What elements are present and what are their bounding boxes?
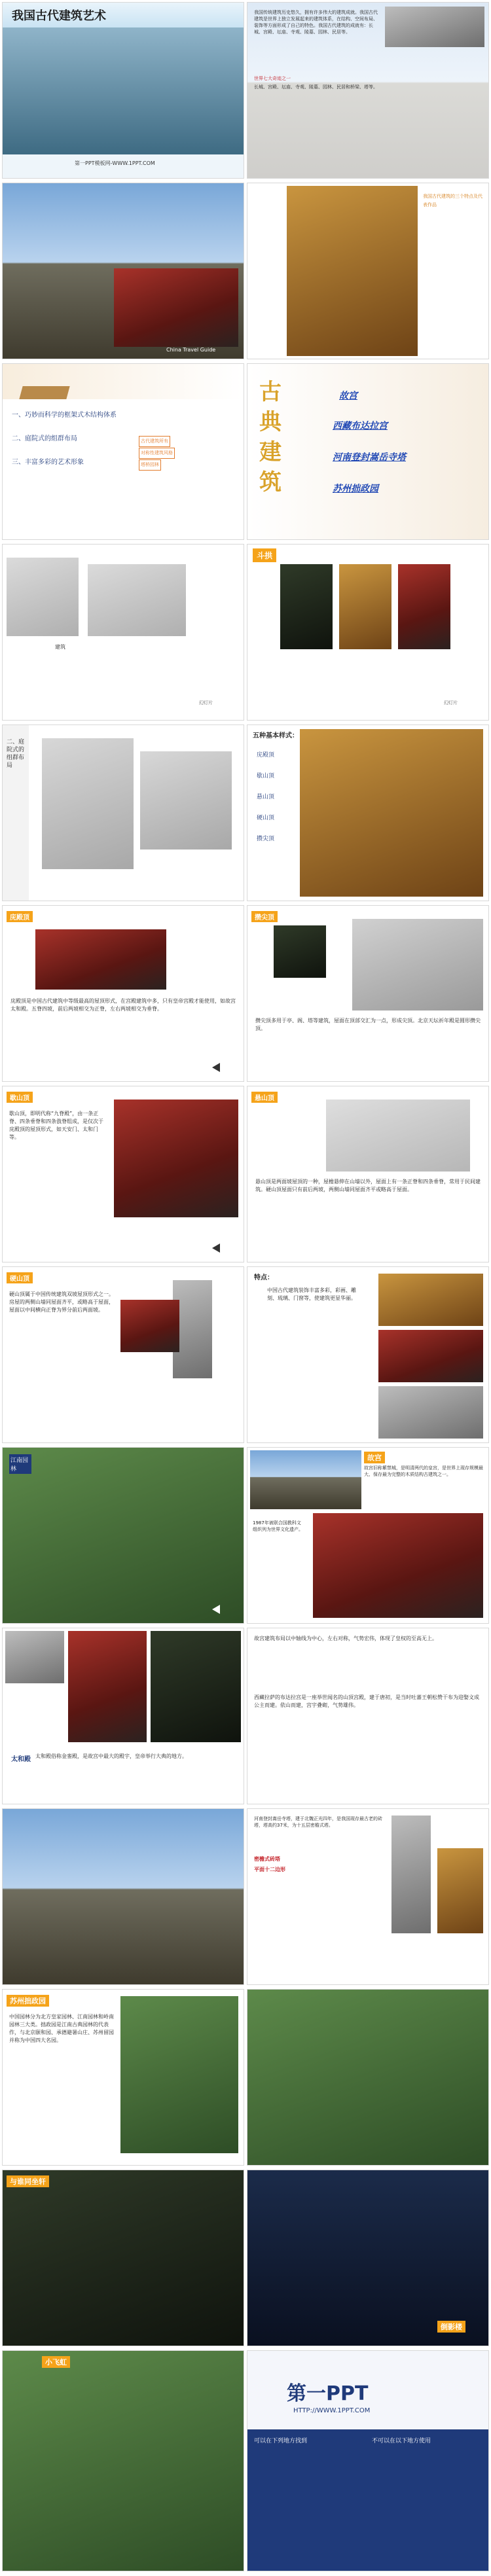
xuanshan-text: 悬山顶是两面坡屋顶的一种，屋檐悬伸在山墙以外，屋面上有一条正脊和四条垂脊，常用于民间建筑。硬山顶屋面只有前后两坡，两侧山墙同屋面齐平或略高于屋面。 [255,1179,481,1192]
slide-8[interactable] [3,1267,244,1442]
slide-7b[interactable] [247,1086,488,1262]
link-zhuozheng[interactable]: 苏州拙政园 [333,484,378,494]
structure-drawing-2 [88,564,186,636]
box-3: 塔桥园林 [139,459,161,471]
tag-forbidden-city: 故宫 [364,1452,385,1463]
bridge-photo [3,2351,244,2571]
box-2: 对称性建筑风格 [139,448,175,459]
great-wall-photo [385,7,484,47]
slide-9b[interactable] [247,1448,488,1623]
decor-photo-1 [378,1274,483,1326]
slide-11[interactable] [3,1809,244,1984]
songyue-highlight-2: 平面十二边形 [254,1867,285,1872]
zhuozheng-text: 中国园林分为北方皇家园林、江南园林和岭南园林三大类。拙政园是江南古典园林的代表作，与北京颐和园、承德避暑山庄、苏州留园并称为中国四大名园。 [9,2014,114,2043]
tag-yingshan: 硬山顶 [7,1272,33,1283]
caption-1: 建筑 [55,644,65,650]
sub-heading-2: 不可以在以下地方使用 [372,2438,431,2444]
unesco-caption: 1987年被联合国教科文组织列为世界文化遗产。 [253,1520,303,1532]
slide-4b[interactable] [247,545,488,720]
tag-hip-roof: 庑殿顶 [7,911,33,922]
reflection-photo [247,2170,488,2346]
slide-3b[interactable] [247,364,488,539]
pavilion-photo-1 [274,925,326,978]
tag-daoying: 倒影楼 [437,2321,465,2333]
hall-photo-1 [5,1631,64,1683]
xuanshan-drawing [326,1100,470,1172]
roof-type-2: 歇山顶 [257,773,275,779]
potala-photo [3,1809,244,1984]
yingshan-photo [120,1300,179,1352]
roof-type-3: 悬山顶 [257,794,275,800]
throne-photo [68,1631,147,1742]
highlight: 世界七大奇迹之一 [254,76,291,81]
dougong-photo-1 [280,564,333,649]
structure-drawing-1 [7,558,79,636]
footer-text: 第一PPT模板网-WWW.1PPT.COM [75,160,155,166]
songyue-pagoda-photo [391,1816,431,1933]
page-title: 我国古代建筑艺术 [12,9,106,23]
forbidden-city-aerial [250,1450,361,1509]
slide-14[interactable] [3,2351,244,2571]
slide-1[interactable] [3,3,244,178]
songyue-drawing [437,1848,483,1933]
slide-13b[interactable] [247,2170,488,2346]
roof-type-1: 庑殿顶 [257,752,275,759]
dougong-title: 斗拱 [253,548,276,562]
zhuozheng-photo [120,1996,238,2153]
layout-text: 故宫建筑布局以中轴线为中心，左右对称，气势宏伟，体现了皇权的至高无上。 [254,1636,437,1641]
forbidden-city-photo-2 [313,1513,483,1618]
slide-8b[interactable] [247,1267,488,1442]
photo-caption: China Travel Guide [166,347,216,353]
slide-11b[interactable] [247,1809,488,1984]
tag-xieshan: 歇山顶 [7,1092,33,1103]
lake-photo [3,27,244,156]
back-arrow-icon[interactable] [212,1605,220,1614]
wooden-pagoda-photo [287,186,418,356]
yingshan-text: 硬山顶属于中国传统建筑双坡屋顶形式之一。房屋的两侧山墙同屋面齐平，或略高于屋面，屋面以中间横向正脊为界分前后两面坡。 [9,1291,114,1313]
tag-yushui: 与谁同坐轩 [7,2175,49,2187]
slide-13[interactable] [3,2170,244,2346]
back-arrow-icon[interactable] [212,1243,220,1253]
page-label: 幻灯片 [444,700,458,706]
decor-photo-3 [378,1386,483,1439]
taihe-text: 太和殿俗称金銮殿，是故宫中最大的殿宇，皇帝举行大典的地方。 [35,1753,187,1759]
tag-zhuozheng: 苏州拙政园 [7,1995,49,2007]
tag-pyramid-roof: 攒尖顶 [251,911,278,922]
slide-2[interactable] [3,183,244,359]
roof-type-4: 硬山顶 [257,815,275,821]
link-potala[interactable]: 西藏布达拉宫 [333,421,388,431]
garden-photo [3,1448,244,1623]
hip-roof-text: 庑殿顶是中国古代建筑中等级最高的屋顶形式，在宫殿建筑中多，只有皇帝宫殿才能使用，如故宫太和殿。五脊四坡，前后两坡相交为正脊，左右两坡相交为垂脊。 [10,998,236,1012]
slide-6b[interactable] [247,906,488,1081]
slide-6[interactable] [3,906,244,1081]
feature-1: 一、巧妙而科学的框架式木结构体系 [12,412,117,419]
garden-title: 江南园林 [9,1454,31,1474]
feature-3: 三、丰富多彩的艺术形象 [12,459,84,466]
link-forbidden-city[interactable]: 故宫 [339,391,357,401]
slide-4[interactable] [3,545,244,720]
tag-xuanshan: 悬山顶 [251,1092,278,1103]
roof-type-5: 攒尖顶 [257,836,275,842]
slide-3[interactable] [3,364,244,539]
potala-text: 西藏拉萨的布达拉宫是一座举世闻名的山顶宫殿，建于唐初，是当时吐蕃王朝松赞干布为迎娶文成公主而建。依山而建，宫宇叠砌，气势雄伟。 [254,1694,479,1708]
plan-drawing-1 [42,738,134,869]
decor-text: 中国古代建筑装饰丰富多彩，彩画、雕刻、琉璃、门窗等，使建筑更显华丽。 [267,1287,356,1301]
slide-10b[interactable] [247,1628,488,1804]
tag-xiaofeihong: 小飞虹 [42,2356,70,2368]
back-arrow-icon[interactable] [212,1063,220,1072]
slide-7[interactable] [3,1086,244,1262]
forbidden-city-text: 故宫旧称紫禁城，是明清两代的皇宫，是世界上现存规模最大、保存最为完整的木质结构古建筑之一。 [364,1465,483,1477]
box-1: 古代建筑所有 [139,436,170,447]
palace-photo [114,268,238,347]
sub-heading-1: 可以在下列地方找到 [254,2438,308,2444]
classic-building-title: 古典建筑 [259,379,282,495]
xieshan-photo [114,1100,238,1217]
page-label: 幻灯片 [199,700,213,706]
pavilion-photo [3,2170,244,2346]
roof-types-title: 五种基本样式： [253,732,299,740]
dougong-photo-3 [398,564,450,649]
slide-14b[interactable] [247,2351,488,2571]
slide-1b[interactable] [247,3,488,178]
slide-10[interactable] [3,1628,244,1804]
hip-roof-photo [35,929,166,990]
slide-12b[interactable] [247,1990,488,2165]
brand-logo: 第一PPT [287,2382,369,2405]
pyramid-roof-text: 攒尖顶多用于亭、阁、塔等建筑，屋面在顶部交汇为一点，形成尖顶。北京天坛祈年殿是圆形攒尖顶。 [255,1018,481,1031]
pagoda-photo [300,729,483,897]
decor-photo-2 [378,1330,483,1382]
plan-drawing-2 [140,751,232,850]
slide-5b[interactable] [247,725,488,901]
slide-2b[interactable] [247,183,488,359]
pavilion-photo-2 [352,919,483,1011]
slide-12[interactable] [3,1990,244,2165]
feature-2: 二、庭院式的组群布局 [12,435,77,442]
decor-title: 特点： [254,1274,274,1281]
xieshan-text: 歇山顶，即明代称“九脊殿”，由一条正脊、四条垂脊和四条戗脊组成，是仅次于庑殿顶的屋顶形式，如天安门、太和门等。 [9,1111,103,1140]
pagoda-note: 我国古代建筑的三个特点及代表作品 [423,194,482,207]
slide-9[interactable] [3,1448,244,1623]
songyue-text: 河南登封嵩岳寺塔，建于北魏正光四年，是我国现存最古老的砖塔，塔高约37米，为十五层密檐式塔。 [254,1816,382,1828]
link-songyue[interactable]: 河南登封嵩岳寺塔 [333,452,406,463]
tag-taihe: 太和殿 [11,1756,31,1763]
garden-photo-2 [247,1990,488,2165]
dougong-photo-2 [339,564,391,649]
songyue-highlight: 密檐式砖塔 [254,1856,280,1862]
brand-url[interactable]: HTTP://WWW.1PPT.COM [293,2407,371,2414]
courtyard-title: 二、庭院式的组群布局 [7,739,25,769]
intro-text-2: 长城、宫殿、坛庙、寺观、陵墓、园林、民居和桥梁、塔等。 [254,84,378,90]
slide-5[interactable] [3,725,244,901]
intro-text: 我国传统建筑历史悠久，拥有许多伟大的建筑成就。我国古代建筑是世界上独立发展起来的建筑体系，在结构、空间布局、装饰等方面形成了自己的特色。我国古代建筑的成就有：长城、宫殿、坛庙、寺观、陵墓、园林、民居等。 [254,10,378,35]
interior-photo [151,1631,241,1742]
